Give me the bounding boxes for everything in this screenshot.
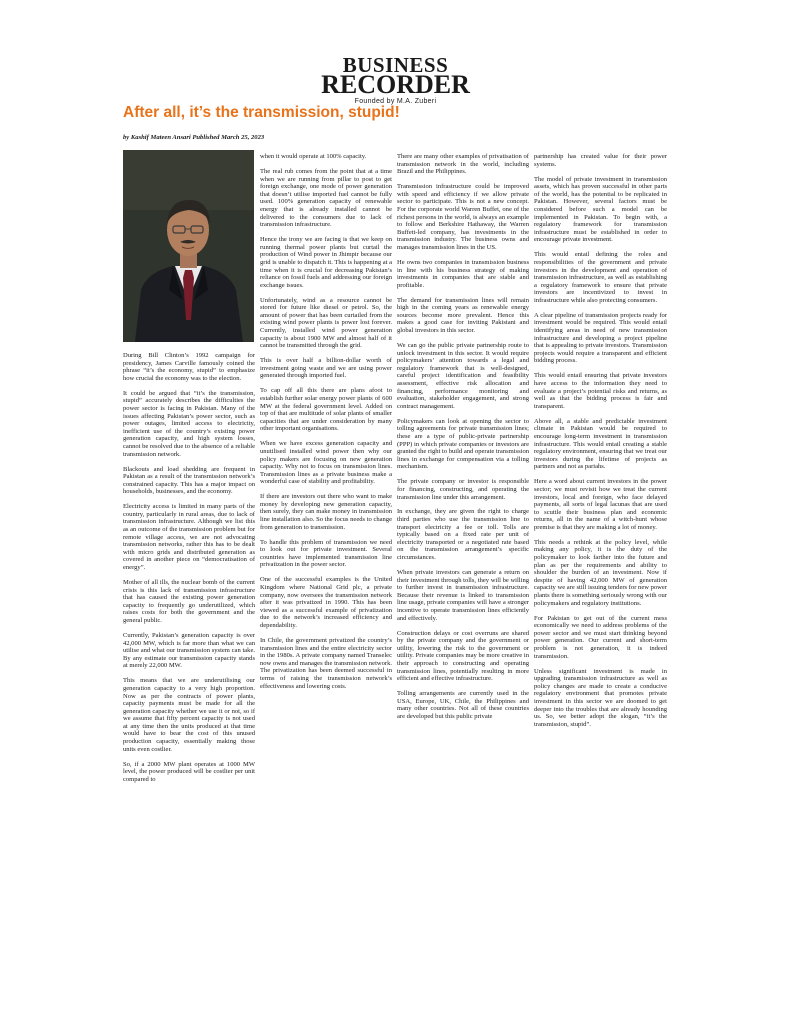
masthead xyxy=(0,53,791,105)
article-paragraph: If there are investors out there who want to make money by developing new generation capacity, then surely, they can make money in transmission line installation also. So the focus needs to change from generation to transmission. xyxy=(260,493,392,531)
article-paragraph: For Pakistan to get out of the current mess economically we need to address problems of the power sector and we must start thinking beyond power generation. Our current and short-term problem is not generation, it is indeed transmission. xyxy=(534,614,667,660)
article-paragraph: This is over half a billion-dollar worth of investment going waste and we are using power generated through imported fuel. xyxy=(260,357,392,380)
article-byline: by Kashif Mateen Ansari Published March 25, 2023 xyxy=(123,134,265,141)
article-paragraph: It could be argued that “it’s the transmission, stupid” accurately describes the difficulties the power sector is facing in Pakistan. Many of the issues affecting Pakistan’s power sector, such as power outages, limited access to electricity, inefficient use of the country’s existing power generation capacity, and high system losses, cannot be resolved due to the absence of a reliable transmission network. xyxy=(123,389,255,458)
article-paragraph: A clear pipeline of transmission projects ready for investment would be required. This would entail identifying areas in need of new transmission infrastructure and developing a project pipeline that is appealing to private investors. Transmission projects would require a transparent and efficient bidding process. xyxy=(534,311,667,365)
article-paragraph: The demand for transmission lines will remain high in the coming years as renewable energy sources become more prevalent. Hence this makes a good case for inviting Pakistani and global investors in this sector. xyxy=(397,296,529,335)
article-paragraph: This would entail ensuring that private investors have access to the information they need to evaluate a project’s potential risks and returns, as well as that the bidding process is fair and transparent. xyxy=(534,372,667,410)
article-paragraph: When we have excess generation capacity and unutilised installed wind power then why our policy makers are focusing on new generation capacity. Why not to focus on transmission lines. Transmission lines as a private business make a wonderful case of stability and profitability. xyxy=(260,440,392,486)
article-headline: After all, it’s the transmission, stupid! xyxy=(123,104,400,121)
article-paragraph: When private investors can generate a return on their investment through tolls, they will be willing to further invest in transmission infrastructure. Because their revenue is linked to transmission line usage, private companies will have a stronger incentive to operate transmission lines efficiently and effectively. xyxy=(397,569,529,622)
article-paragraph: This needs a rethink at the policy level, while making any policy, it is the duty of the policymaker to look farther into the future and plan as per the requirements and ability to shoulder the burden of an investment. Now if despite of having 42,000 MW of generation capacity we are still issuing tenders for new power plants there is something seriously wrong with our policymakers and regulatory institutions. xyxy=(534,538,667,607)
article-paragraph: Here a word about current investors in the power sector; we must revisit how we treat the current investors, local and foreign, who face delayed payments, all sorts of legal lacunas that are used to scuttle their business plan and economic returns, all in the name of a witch-hunt whose premise is that they are making a lot of money. xyxy=(534,478,667,531)
article-paragraph: He owns two companies in transmission business in line with his business strategy of making investments in companies that are stable and profitable. xyxy=(397,258,529,289)
article-paragraph: So, if a 2000 MW plant operates at 1000 MW level, the power produced will be costlier per unit compared to xyxy=(123,760,255,783)
article-paragraph: when it would operate at 100% capacity. xyxy=(260,153,367,160)
article-paragraph: This means that we are underutilising our generation capacity to a very high proportion. Now as per the contracts of power plants, capacity payments must be made for all the generation capacity whether we use it or not, so if we assume that fifty percent capacity is not used at any time then the units produced at that time would have to bear the cost of this unused production capacity, essentially making those units even costlier. xyxy=(123,677,255,753)
article-column-3 xyxy=(397,153,529,943)
article-paragraph: Hence the irony we are facing is that we keep on running thermal power plants but curtail the production of Wind power in Jhimpir because our grid is unable to dispatch it. This is happening at a time when it is crucial for decreasing Pakistan’s reliance on fossil fuels and addressing our foreign exchange issues. xyxy=(260,236,392,289)
article-paragraph: In exchange, they are given the right to charge third parties who use the transmission line to transport electricity a fee or toll. Tolls are typically based on a fixed rate per unit of electricity transported or a negotiated rate based on the transmission arrangement’s specific circumstances. xyxy=(397,508,529,562)
article-column-2 xyxy=(260,153,392,943)
article-paragraph: To handle this problem of transmission we need to look out for private investment. Several countries have implemented transmission line privatization in the power sector. xyxy=(260,538,392,569)
article-paragraph: Mother of all ills, the nuclear bomb of the current crisis is this lack of transmission infrastructure that has caused the existing power generation capacity to frequently go underutilized, which raises costs for both the government and the general public. xyxy=(123,579,255,624)
article-paragraph: There are many other examples of privatisation of transmission network in the world, including Brazil and the Philippines. xyxy=(397,153,529,176)
article-paragraph: Unfortunately, wind as a resource cannot be stored for future like diesel or petrol. So, the amount of power that has been curtailed from the existing wind power plants is power lost forever. Currently, installed wind power generation capacity is about 1900 MW and almost half of it cannot be transmitted through the grid. xyxy=(260,296,392,350)
founded-by: Founded by M.A. Zuberi xyxy=(354,98,437,105)
article-paragraph: partnership has created value for their power systems. xyxy=(534,153,667,168)
article-paragraph: One of the successful examples is the United Kingdom where National Grid plc, a private company, now oversees the transmission network after it was privatized in 1990. This has been viewed as a successful example of privatization due to the network’s increased efficiency and dependability. xyxy=(260,576,392,629)
article-paragraph: The private company or investor is responsible for financing, constructing, and operating the transmission line under this arrangement. xyxy=(397,478,529,501)
brand-name-line1: BUSINESS xyxy=(342,53,449,77)
portrait-illustration xyxy=(123,150,254,342)
article-paragraph: Transmission infrastructure could be improved with speed and efficiency if we allow private sector to participate. This is not a new concept. For the corporate world Warren Buffet, one of the richest persons in the world, is always an example to follow and Berkshire Hathaway, the Warren Buffett-led company, has investments in the transmission industry. The business owns and manages transmission lines in the US. xyxy=(397,183,529,251)
article-paragraph: The model of private investment in transmission assets, which has proven successful in other parts of the world, has the potential to be replicated in Pakistan. However, several factors must be considered before such a model can be implemented in Pakistan. To begin with, a regulatory framework for transmission infrastructure must be established in order to encourage private investment. xyxy=(534,175,667,244)
article-paragraph: The real rub comes from the point that at a time when we are running from pillar to post to get foreign exchange, one mode of power generation that doesn’t utilise imported fuel cannot be fully used. 100% generation capacity of renewable energy that is already installed cannot be delivered to the consumers due to lack of transmission infrastructure. xyxy=(260,167,392,229)
article-paragraph: We can go the public private partnership route to unlock investment in this sector. It would require policymakers’ attention towards a legal and regulatory framework that is well-designed, careful project identification and feasibility assessment, effective risk allocation and financing, performance monitoring and evaluation, stakeholder engagement, and strong contract management. xyxy=(397,342,529,410)
article-paragraph: In Chile, the government privatized the country’s transmission lines and the entire electricity sector in the 1980s. A private company named Transelec now owns and manages the transmission network. The privatization has been deemed successful in terms of raising the transmission network’s effectiveness and lowering costs. xyxy=(260,636,392,690)
article-paragraph: Policymakers can look at opening the sector to tolling agreements for private transmission lines; these are a type of public-private partnership (PPP) in which private companies or investors are granted the right to build and operate transmission lines in exchange for compensation via a tolling mechanism. xyxy=(397,417,529,471)
article-paragraph: Above all, a stable and predictable investment climate in Pakistan would be required to encourage long-term investment in transmission infrastructure. This would entail creating a stable regulatory environment, ensuring that we treat our investors during the lifetime of projects as partners and not as pariahs. xyxy=(534,417,667,471)
author-photo xyxy=(123,150,254,342)
article-paragraph: During Bill Clinton’s 1992 campaign for presidency, James Carville famously coined the phrase “it’s the economy, stupid” to emphasize how crucial the economy was to the election. xyxy=(123,352,255,382)
article-paragraph: Currently, Pakistan’s generation capacity is over 42,000 MW, which is far more than what we can utilise and what our transmission system can take. By any estimate our transmission capacity stands at merely 22,000 MW. xyxy=(123,631,255,670)
article-paragraph: To cap off all this there are plans afoot to establish further solar energy power plants of 600 MW at the federal government level. Added on top of that are multitude of solar plants of smaller capacities that are under consideration by many other important organisations. xyxy=(260,387,392,433)
article-column-4 xyxy=(534,153,667,953)
brand-name-line2: RECORDER xyxy=(321,70,470,99)
article-column-1 xyxy=(123,352,255,942)
article-paragraph: Tolling arrangements are currently used in the USA, Europe, UK, Chile, the Philippines and many other countries. Not all of these countries are developed but this public private xyxy=(397,690,529,720)
article-paragraph: This would entail defining the roles and responsibilities of the government and private investors in the development and operation of transmission infrastructure, as well as establishing a regulatory framework to ensure that private investors are incentivized to invest in infrastructure while also protecting consumers. xyxy=(534,251,667,304)
article-paragraph: Blackouts and load shedding are frequent in Pakistan as a result of the transmission network’s constrained capacity. This has a major impact on households, businesses, and the economy. xyxy=(123,465,255,496)
article-paragraph: Unless significant investment is made in upgrading transmission infrastructure as well as policy changes are made to create a conducive regulatory environment that promotes private investment in this sector we are doomed to get deeper into the troubles that are already hounding us. So, we better adopt the slogan, “it’s the transmission, stupid”. xyxy=(534,667,667,728)
article-paragraph: Electricity access is limited in many parts of the country, particularly in rural areas, due to lack of transmission infrastructure. Although we list this as an outcome of the transmission problem but for remote village access, we are not advocating transmission networks, rather this has to be dealt with micro grids and distributed generation as covered in another piece on “democratisation of energy”. xyxy=(123,503,255,572)
article-paragraph: Construction delays or cost overruns are shared by the private company and the government or utility, lowering the risk to the government or utility. Private companies may be more creative in their approach to constructing and operating transmission lines, potentially resulting in more efficient and effective infrastructure. xyxy=(397,629,529,683)
